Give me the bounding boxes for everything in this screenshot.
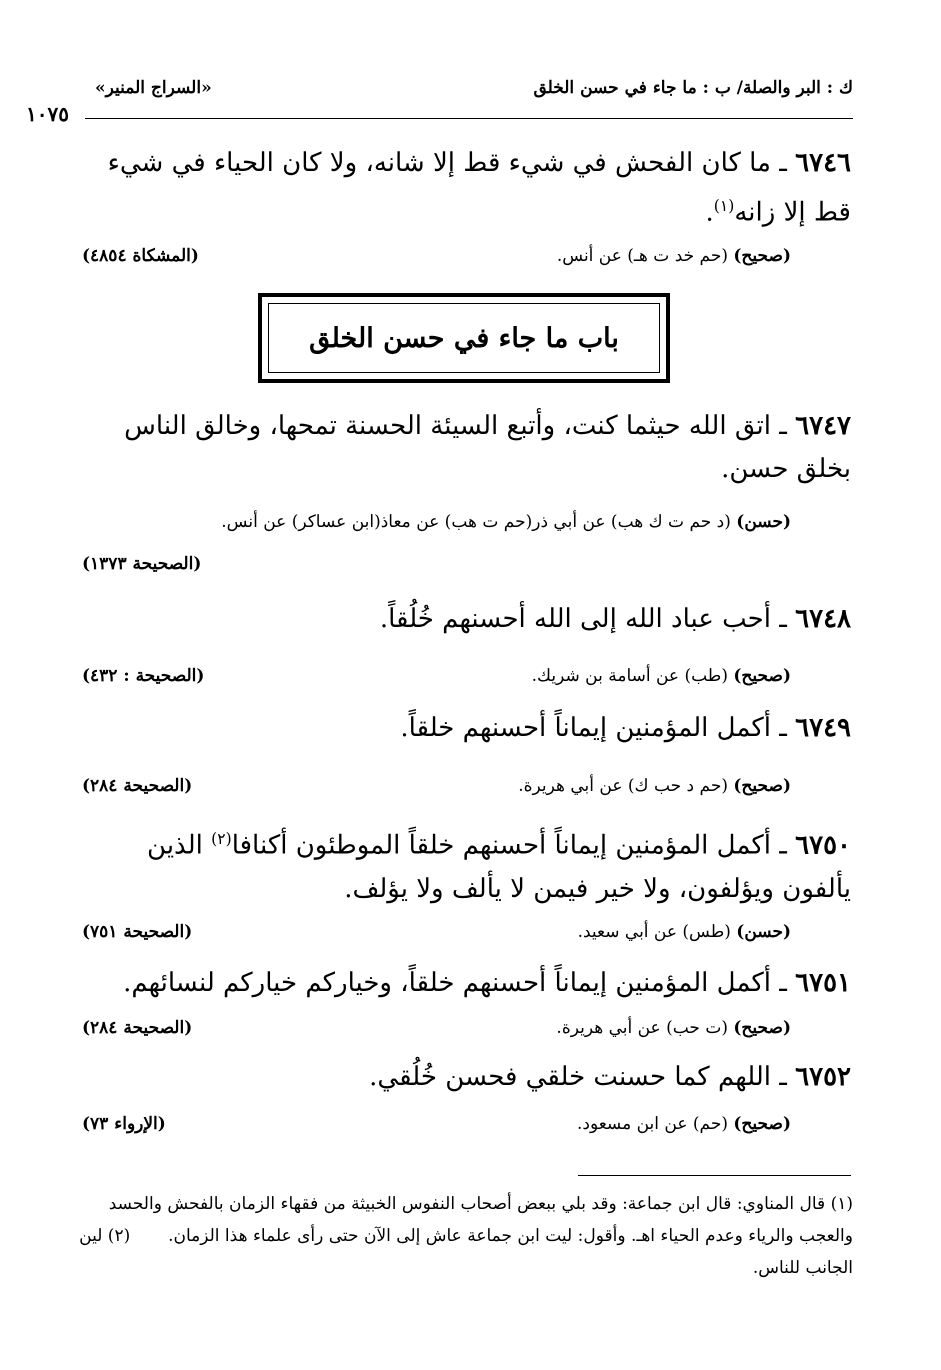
hadith-grade: (صحيح) [733,1114,791,1134]
hadith-6747: ٦٧٤٧ ـ اتق الله حيثما كنت، وأتبع السيئة الحسنة تمحها، وخالق الناس بخلق حسن. [124,411,851,484]
header-rule [85,118,853,119]
hadith-number: ٦٧٥٢ [795,1062,851,1092]
hadith-grade: (حسن) [736,512,791,532]
hadith-6752: ٦٧٥٢ ـ اللهم كما حسنت خلقي فحسن خُلُقي. [369,1062,851,1092]
running-header-chapter: ك : البر والصلة/ ب : ما جاء في حسن الخلق [533,78,853,98]
hadith-reference: (الصحيحة ٢٨٤) [82,776,193,796]
page-number: ١٠٧٥ [26,102,69,126]
hadith-text: أكمل المؤمنين إيماناً أحسنهم خلقاً، وخياركم خياركم لنسائهم. [123,968,771,998]
footnotes [70,1188,853,1284]
hadith-6749: ٦٧٤٩ ـ أكمل المؤمنين إيماناً أحسنهم خلقاً. [400,713,851,743]
hadith-source: (صحيح) (حم خد ت هـ) عن أنس. [556,246,791,266]
hadith-6751: ٦٧٥١ ـ أكمل المؤمنين إيماناً أحسنهم خلقاً، وخياركم خياركم لنسائهم. [123,968,851,998]
hadith-text: اللهم كما حسنت خلقي فحسن خُلُقي. [369,1062,771,1092]
chapter-title: باب ما جاء في حسن الخلق [309,322,619,354]
hadith-text: أحب عباد الله إلى الله أحسنهم خُلُقاً. [379,604,771,634]
hadith-reference: (الصحيحة : ٤٣٢) [82,666,205,686]
hadith-6750: ٦٧٥٠ ـ أكمل المؤمنين إيماناً أحسنهم خلقاً الموطئون أكنافا$^{(٢)}$ الذين يألفون ويؤلفون، ولا خير فيمن لا يألف ولا يؤلف. [147,830,851,904]
hadith-source: (صحيح) (حم) عن ابن مسعود. [576,1114,791,1134]
hadith-source: (صحيح) (حم د حب ك) عن أبي هريرة. [518,776,791,796]
hadith-source: (صحيح) (طب) عن أسامة بن شريك. [531,666,791,686]
hadith-reference: (الصحيحة ٢٨٤) [82,1018,193,1038]
running-header-book: «السراج المنير» [95,78,212,98]
hadith-grade: (حسن) [736,922,791,942]
hadith-reference: (الإرواء ٧٣) [82,1114,166,1134]
hadith-source: (صحيح) (ت حب) عن أبي هريرة. [556,1018,791,1038]
footnote-2: (٢) لين الجانب للناس. [79,1226,853,1278]
hadith-6748: ٦٧٤٨ ـ أحب عباد الله إلى الله أحسنهم خُلُقاً. [379,604,851,634]
hadith-number: ٦٧٤٧ [795,411,851,441]
footnote-mark[interactable]: (١) [713,197,735,215]
hadith-number: ٦٧٥٠ [795,830,851,861]
hadith-grade: (صحيح) [733,1018,791,1038]
hadith-text: ما كان الفحش في شيء قط إلا شانه، ولا كان الحياء في شيء قط إلا زانه [107,148,851,228]
chapter-title-box [258,293,670,383]
hadith-text: أكمل المؤمنين إيماناً أحسنهم خلقاً. [400,713,771,743]
footnote-mark[interactable]: (٢) [211,830,232,848]
hadith-reference: (الصحيحة ١٣٧٣) [82,554,202,574]
hadith-number: ٦٧٤٨ [795,604,851,634]
hadith-reference: (المشكاة ٤٨٥٤) [82,246,199,266]
hadith-text: أكمل المؤمنين إيماناً أحسنهم خلقاً الموطئون أكنافا [231,830,771,861]
hadith-reference: (الصحيحة ٧٥١) [82,922,193,942]
footnote-1: (١) قال المناوي: قال ابن جماعة: وقد بلي ببعض أصحاب النفوس الخبيثة من فقهاء الزمان بالفحش والحسد والعجب والرياء وعدم الحياء اهـ. وأقول: ليت ابن جماعة عاش إلى الآن حتى رأى علماء هذا الزمان. [108,1194,853,1246]
hadith-grade: (صحيح) [733,776,791,796]
hadith-number: ٦٧٥١ [795,968,851,998]
hadith-grade: (صحيح) [733,246,791,266]
hadith-6746: ٦٧٤٦ ـ ما كان الفحش في شيء قط إلا شانه، ولا كان الحياء في شيء قط إلا زانه$^{(١)}$. [107,148,851,228]
hadith-text: اتق الله حيثما كنت، وأتبع السيئة الحسنة تمحها، وخالق الناس بخلق حسن. [124,411,851,484]
hadith-grade: (صحيح) [733,666,791,686]
hadith-source: (حسن) (طس) عن أبي سعيد. [577,922,791,942]
hadith-source: (حسن) (د حم ت ك هب) عن أبي ذر(حم ت هب) عن معاذ(ابن عساكر) عن أنس. [221,512,791,532]
hadith-number: ٦٧٤٩ [795,713,851,743]
footnote-rule [578,1175,851,1176]
hadith-number: ٦٧٤٦ [795,148,851,178]
